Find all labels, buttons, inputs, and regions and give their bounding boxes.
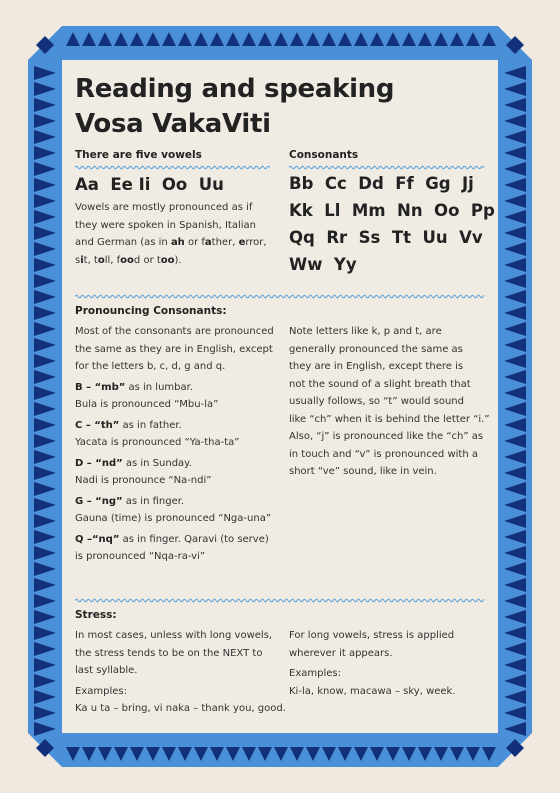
stress-left (75, 627, 286, 718)
vowels-line-1: Vowels are mostly pronounced as if (75, 202, 253, 213)
stress-right-1: For long vowels, stress is applied (289, 630, 455, 641)
stress-right (289, 627, 489, 700)
pronouncing-left (75, 323, 280, 566)
pron-q-example: is pronounced “Nqa-ra-vi” (75, 551, 206, 562)
wave-line (75, 295, 484, 298)
pron-intro-1: Most of the consonants are pronounced (75, 326, 274, 337)
wave-line (75, 166, 270, 169)
pron-c-example: Yacata is pronounced “Ya-tha-ta” (75, 437, 240, 448)
note-line-1: Note letters like k, p and t, are (289, 326, 442, 337)
page-title (75, 72, 394, 142)
stress-left-examples: Ka u ta – bring, vi naka – thank you, good. (75, 703, 286, 714)
stress-left-examples-label: Examples: (75, 685, 127, 697)
consonant-row-3: Qq Rr Ss Tt Uu Vv (289, 228, 483, 247)
stress-right-examples: Ki-la, know, macawa – sky, week. (289, 685, 456, 697)
stress-right-examples-label: Examples: (289, 668, 341, 679)
wave-line (289, 166, 484, 169)
pron-d-example: Nadi is pronounce “Na-ndi” (75, 475, 212, 486)
note-line-4: not the sound of a slight breath that (289, 378, 471, 390)
vowels-line-4: sit, toll, food or too). (75, 254, 182, 266)
pron-q: Q –“nq” as in finger. Qaravi (to serve) (75, 533, 269, 545)
note-line-5: usually follows, so “t” would sound (289, 396, 464, 407)
stress-heading: Stress: (75, 609, 117, 621)
consonant-row-1: Bb Cc Dd Ff Gg Jj (289, 174, 474, 193)
note-line-9: short “ve” sound, like in vein. (289, 466, 437, 477)
consonant-row-4: Ww Yy (289, 255, 357, 274)
pron-intro-2: the same as they are in English, except (75, 343, 273, 355)
pronouncing-note (289, 323, 489, 481)
consonants-heading: Consonants (289, 149, 359, 161)
pron-b: B – “mb” as in lumbar. (75, 381, 194, 393)
vowels-heading: There are five vowels (75, 149, 202, 161)
consonant-row-2: Kk Ll Mm Nn Oo Pp (289, 201, 495, 220)
note-line-2: generally pronounced the same as (289, 343, 463, 355)
wave-line (75, 599, 484, 602)
title-line-2: Vosa VakaViti (75, 109, 271, 139)
vowels-text (75, 199, 275, 269)
stress-right-2: wherever it appears. (289, 647, 393, 659)
pron-g-example: Gauna (time) is pronounced “Nga-una” (75, 513, 271, 524)
note-line-6: like “ch” when it is behind the letter “i.” (289, 413, 490, 425)
title-line-1: Reading and speaking (75, 74, 395, 104)
note-line-7: Also, “j” is pronounced like the “ch” as (289, 431, 484, 442)
note-line-3: they are in English, except there is (289, 361, 464, 372)
pron-c: C – “th” as in father. (75, 419, 182, 431)
vowels-divider (75, 165, 270, 170)
pron-d: D – “nd” as in Sunday. (75, 457, 192, 469)
vowels-line-2: they were spoken in Spanish, Italian (75, 219, 257, 231)
consonant-letters (289, 170, 495, 278)
stress-left-1: In most cases, unless with long vowels, (75, 630, 273, 641)
pron-b-example: Bula is pronounced “Mbu-la” (75, 399, 219, 410)
pronouncing-heading: Pronouncing Consonants: (75, 305, 227, 317)
pron-g: G – “ng” as in finger. (75, 495, 185, 507)
stress-left-2: the stress tends to be on the NEXT to (75, 647, 263, 659)
note-line-8: in touch and “v” is pronounced with a (289, 448, 478, 460)
vowel-letters: Aa Ee Ii Oo Uu (75, 175, 224, 194)
section-divider-2 (75, 598, 484, 603)
stress-left-3: last syllable. (75, 665, 138, 676)
vowels-line-3: and German (as in ah or father, error, (75, 237, 267, 248)
section-divider-1 (75, 294, 484, 299)
pron-intro-3: for the letters b, c, d, g and q. (75, 361, 226, 372)
